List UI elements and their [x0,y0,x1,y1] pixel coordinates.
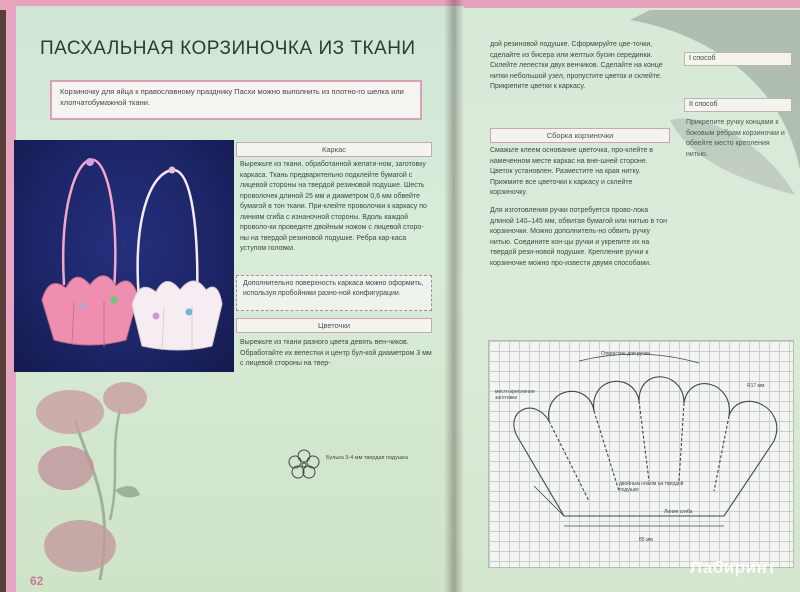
flower-pattern-icon [284,446,324,482]
page-title: ПАСХАЛЬНАЯ КОРЗИНОЧКА ИЗ ТКАНИ [40,38,416,59]
assembly-text: Смажьте клеем основание цветочка, про-клейте в намеченном месте каркас на вне-шней стороне. Цветок установлен. Разместите на края нитку. Прижмите все цветочки к каркасу и склейте корзиночку. [490,147,654,196]
baskets-photo [14,140,234,372]
label-wire-place: место крепления заготовки [495,389,535,401]
flower-icon [169,167,176,174]
basket-pattern [489,341,793,567]
flower-icon [153,313,160,320]
label-radius: R17 мм [747,383,765,389]
method2-label: II способ [684,98,792,112]
cvetochki-text: Вырежьте из ткани разного цвета девять вен-чиков. Обработайте их вепестки и центр бул-кой диаметром 3 мм с лицевой стороны на твер- [240,339,432,367]
section-karkas-heading: Каркас [236,142,432,157]
handle-text: Для изготовления ручки потребуется прово-лока длиной 140–145 мм, обвитая бумагой или нитью в тон корзиночки. Можно дополнитель-но обвить ручку нитью. Соедините кон-цы ручки и укрепите их на твердой рези-новой подушке. Крепление ручки к корзиночке можно про-извести двумя способами. [490,207,668,267]
pink-basket-handle [63,160,115,290]
right-top-text: дой резиновой подушке. Сформируйте цве-точки, сделайте из бисера или желтых бусин серединки. Склейте лепестки двух венчиков. Сделайте на конце нитки небольшой узел, пропустите цветок и склейте. Прикрепите цветки к каркасу. [490,41,663,90]
pattern-grid [488,340,794,568]
section-cvetochki-heading: Цветочки [236,318,432,333]
method1-label: I способ [684,52,792,66]
poppy-decoration [20,370,150,580]
page-number: 62 [30,574,44,588]
flower-caption: Булька 3-4 мм твердая подушка [326,455,408,461]
flower-icon [86,158,94,166]
white-basket [132,281,222,350]
flower-icon [78,302,86,310]
book-gutter [444,0,464,592]
note-box [236,275,432,311]
method2-text: Прикрепите ручку концами к боковым ребрам корзиночки и обвейте место крепления нитью. [686,119,785,158]
karkas-text: Вырежьте из ткани, обработанной желати-ном, заготовку каркаса. Ткань предварительно подклейте бумагой с лицевой стороны на твердой резиновой подушке. Шесть проволочек длиной 25 мм и диаметром 0,6 мм обвейте бумагой в тон ткани. При-клейте проволочки к каркасу по линиям сгиба с изнаночной стороны. Вдоль каждой проволо-ки проведите двойным ножом с лицевой сторо-ны на твердой резиновой подушке. Ребра кар-каса уступом головки. [240,161,427,252]
watermark: Лабиринт [690,558,777,577]
note-text: Дополнительно поверхность каркаса можно оформить, используя пробойники разно-ной конфигурации. [243,280,424,297]
label-double-knife: двойным ножом на твердой подушке [619,481,684,493]
intro-box [50,80,422,120]
baskets-illustration [14,140,234,372]
pink-basket [42,276,138,345]
intro-text: Корзиночку для яйца к православному празднику Пасхи можно выполнить из плотно-го шелка или хлопчатобумажной ткани. [60,87,404,107]
flower-icon [110,296,118,304]
label-width: 85 мм [639,537,653,543]
label-fold-line: Линия сгиба [664,509,693,515]
label-handle-hole: Отверстие для ручки [601,351,650,357]
section-assembly-heading: Сборка корзиночки [490,128,670,143]
flower-icon [186,309,193,316]
